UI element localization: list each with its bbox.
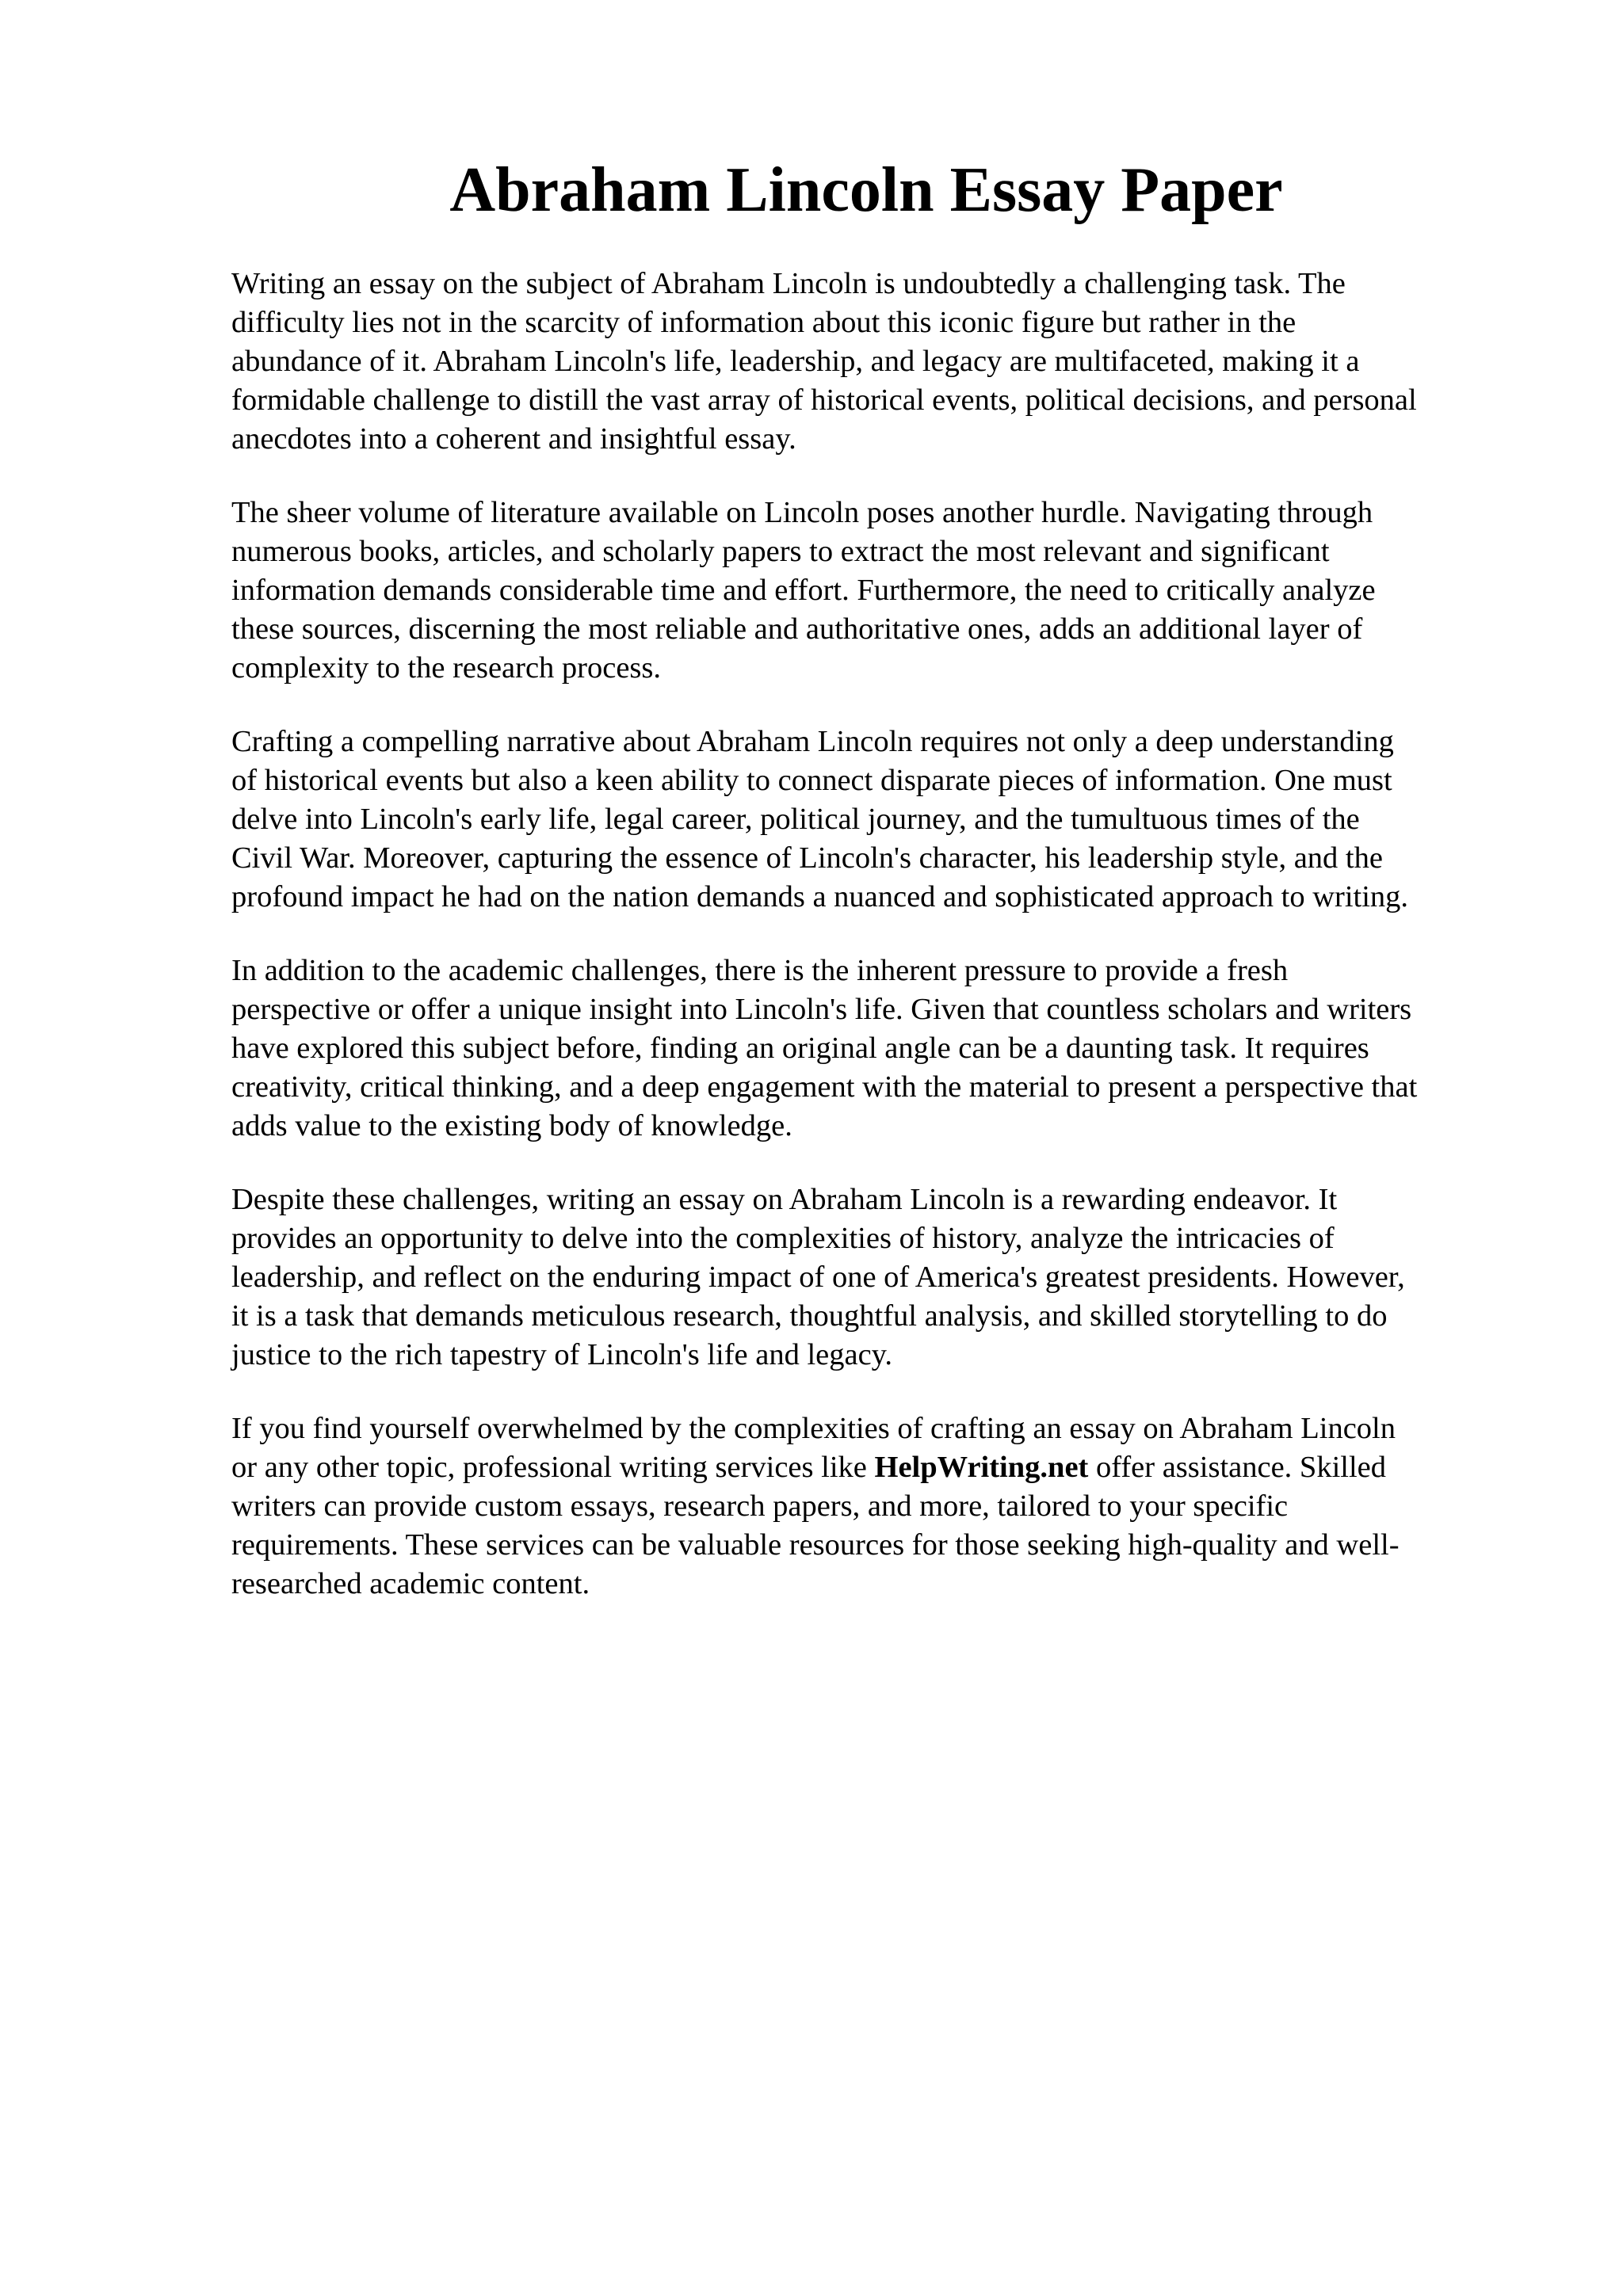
paragraph-line: writers can provide custom essays, research papers, and more, tailored to your specific: [231, 1489, 1289, 1523]
paragraph-line: these sources, discerning the most reliable and authoritative ones, adds an additional layer of: [231, 612, 1363, 646]
paragraph-line: abundance of it. Abraham Lincoln's life, leadership, and legacy are multifaceted, making it a: [231, 345, 1360, 378]
paragraph-line: it is a task that demands meticulous research, thoughtful analysis, and skilled storytelling to do: [231, 1299, 1388, 1333]
paragraph-line: Despite these challenges, writing an essay on Abraham Lincoln is a rewarding endeavor. It: [231, 1183, 1338, 1216]
paragraph-line: anecdotes into a coherent and insightful essay.: [231, 422, 796, 456]
paragraph-line: requirements. These services can be valuable resources for those seeking high-quality and well-: [231, 1528, 1400, 1562]
brand-name: HelpWriting.net: [874, 1451, 1089, 1484]
paragraph-line: Crafting a compelling narrative about Abraham Lincoln requires not only a deep understanding: [231, 725, 1394, 758]
paragraph-line: The sheer volume of literature available on Lincoln poses another hurdle. Navigating through: [231, 496, 1373, 529]
document-body: [231, 265, 1531, 1638]
paragraph-line-with-brand: [231, 1448, 1531, 1487]
paragraph-line: information demands considerable time and effort. Furthermore, the need to critically analyze: [231, 574, 1376, 607]
paragraph-1: [231, 265, 1531, 459]
paragraph-line: numerous books, articles, and scholarly papers to extract the most relevant and significant: [231, 535, 1330, 568]
paragraph-line: Civil War. Moreover, capturing the essence of Lincoln's character, his leadership style, and the: [231, 841, 1383, 875]
paragraph-line: creativity, critical thinking, and a deep engagement with the material to present a perspective that: [231, 1070, 1418, 1104]
paragraph-5: [231, 1180, 1531, 1375]
paragraph-line: complexity to the research process.: [231, 651, 662, 685]
line-text-after-brand: offer assistance. Skilled: [1088, 1451, 1386, 1484]
paragraph-line: justice to the rich tapestry of Lincoln's life and legacy.: [231, 1338, 893, 1371]
paragraph-line: adds value to the existing body of knowledge.: [231, 1109, 792, 1142]
paragraph-line: formidable challenge to distill the vast array of historical events, political decisions, and personal: [231, 383, 1417, 417]
paragraph-line: researched academic content.: [231, 1567, 590, 1600]
paragraph-line: profound impact he had on the nation demands a nuanced and sophisticated approach to writing.: [231, 880, 1409, 913]
paragraph-line: difficulty lies not in the scarcity of information about this iconic figure but rather in the: [231, 306, 1296, 339]
paragraph-line: delve into Lincoln's early life, legal career, political journey, and the tumultuous times of the: [231, 803, 1360, 836]
paragraph-line: If you find yourself overwhelmed by the complexities of crafting an essay on Abraham Lincoln: [231, 1412, 1396, 1445]
line-text-before-brand: or any other topic, professional writing services like: [231, 1451, 875, 1484]
paragraph-4: [231, 952, 1531, 1146]
paragraph-3: [231, 723, 1531, 917]
paragraph-line: Writing an essay on the subject of Abraham Lincoln is undoubtedly a challenging task. The: [231, 267, 1346, 300]
paragraph-line: leadership, and reflect on the enduring impact of one of America's greatest presidents. However,: [231, 1261, 1405, 1294]
paragraph-line: have explored this subject before, finding an original angle can be a daunting task. It requires: [231, 1032, 1369, 1065]
paragraph-line: of historical events but also a keen ability to connect disparate pieces of information. One must: [231, 764, 1392, 797]
paragraph-line: In addition to the academic challenges, there is the inherent pressure to provide a fresh: [231, 954, 1289, 987]
paragraph-2: [231, 494, 1531, 688]
document-title: Abraham Lincoln Essay Paper: [449, 155, 1283, 225]
paragraph-line: perspective or offer a unique insight into Lincoln's life. Given that countless scholars and writers: [231, 993, 1412, 1026]
paragraph-6: [231, 1409, 1531, 1604]
paragraph-line: provides an opportunity to delve into the complexities of history, analyze the intricacies of: [231, 1222, 1335, 1255]
